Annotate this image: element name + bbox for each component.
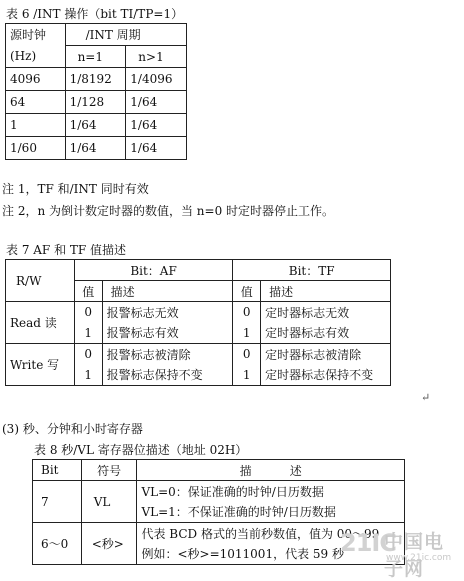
table7 bbox=[5, 259, 391, 386]
write-label: Write 写 bbox=[6, 344, 75, 386]
table-row: Write 写 0 报警标志被清除 0 定时器标志被清除 bbox=[6, 344, 391, 365]
seconds-desc-1: 代表 BCD 格式的当前秒数值，值为 00～99 bbox=[141, 526, 380, 541]
ngt1-header: n>1 bbox=[126, 46, 187, 68]
watermark-logo: 21IC 中国电子网 www.21ic.com bbox=[340, 529, 452, 580]
bit-header: Bit bbox=[33, 460, 82, 481]
table-row: 6～0 <秒> 代表 BCD 格式的当前秒数值，值为 00～99 例如：<秒>=1011001，代表 59 秒 bbox=[33, 523, 405, 565]
source-clock-header: 源时钟 bbox=[6, 24, 66, 46]
symbol-header: 符号 bbox=[81, 460, 137, 481]
table6-note2: 注 2，n 为倒计数定时器的数值，当 n=0 时定时器停止工作。 bbox=[2, 204, 335, 218]
table-row: 4096 1/8192 1/4096 bbox=[6, 68, 187, 91]
table-row: 1/60 1/64 1/64 bbox=[6, 137, 187, 160]
table6-caption: 表 6 /INT 操作（bit TI/TP=1） bbox=[6, 7, 184, 21]
table6 bbox=[5, 23, 187, 160]
bit-tf-header: Bit：TF bbox=[233, 260, 391, 281]
table-row: 1 1/64 1/64 bbox=[6, 114, 187, 137]
unit-header: (Hz) bbox=[6, 46, 66, 68]
int-period-header: /INT 周期 bbox=[65, 24, 186, 46]
read-label: Read 读 bbox=[6, 302, 75, 344]
tf-desc-header: 描述 bbox=[261, 281, 391, 302]
table-row: 7 VL VL=0：保证准确的时钟/日历数据 VL=1：不保证准确的时钟/日历数据 bbox=[33, 481, 405, 523]
n1-header: n=1 bbox=[65, 46, 126, 68]
table8-caption: 表 8 秒/VL 寄存器位描述（地址 02H） bbox=[34, 443, 248, 457]
table6-note1: 注 1，TF 和/INT 同时有效 bbox=[2, 182, 149, 196]
vl0-desc: VL=0：保证准确的时钟/日历数据 bbox=[141, 484, 324, 499]
table-row: 64 1/128 1/64 bbox=[6, 91, 187, 114]
section-title: (3) 秒、分钟和小时寄存器 bbox=[2, 422, 143, 436]
table-row: Read 读 0 报警标志无效 0 定时器标志无效 bbox=[6, 302, 391, 323]
table-row: 1 报警标志有效 1 定时器标志有效 bbox=[6, 323, 391, 344]
table-row: 1 报警标志保持不变 1 定时器标志保持不变 bbox=[6, 365, 391, 386]
vl1-desc: VL=1：不保证准确的时钟/日历数据 bbox=[141, 504, 336, 519]
bit-af-header: Bit：AF bbox=[74, 260, 233, 281]
tf-value-header: 值 bbox=[233, 281, 261, 302]
seconds-desc-2: 例如：<秒>=1011001，代表 59 秒 bbox=[141, 546, 344, 561]
table7-caption: 表 7 AF 和 TF 值描述 bbox=[6, 243, 127, 257]
rw-header: R/W bbox=[6, 260, 75, 302]
return-mark: ↵ bbox=[421, 391, 431, 404]
af-desc-header: 描述 bbox=[102, 281, 233, 302]
desc-header: 描 述 bbox=[137, 460, 405, 481]
af-value-header: 值 bbox=[74, 281, 102, 302]
